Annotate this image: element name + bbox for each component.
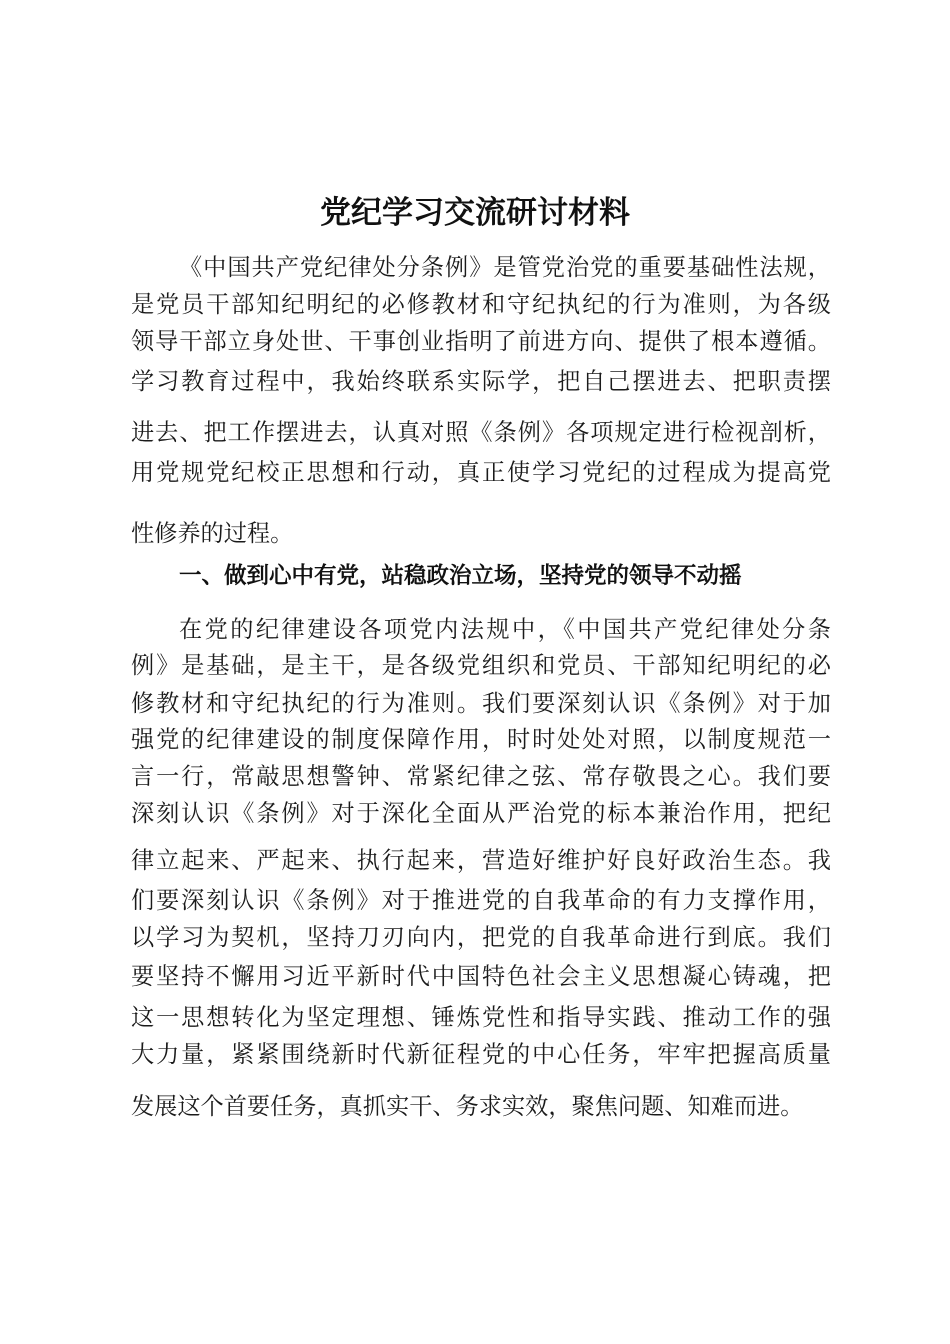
section-line: 以学习为契机，坚持刀刃向内，把党的自我革命进行到底。我们 [131,924,831,951]
section-line: 律立起来、严起来、执行起来，营造好维护好良好政治生态。我 [131,847,831,874]
section-line: 修教材和守纪执纪的行为准则。我们要深刻认识《条例》对于加 [131,690,831,717]
section-line: 这一思想转化为坚定理想、锤炼党性和指导实践、推动工作的强 [131,1004,831,1031]
section-line: 强党的纪律建设的制度保障作用，时时处处对照，以制度规范一 [131,726,831,753]
section-line: 例》是基础，是主干，是各级党组织和党员、干部知纪明纪的必 [131,652,831,679]
intro-line: 性修养的过程。 [131,520,294,547]
section-line: 深刻认识《条例》对于深化全面从严治党的标本兼治作用，把纪 [131,800,831,827]
section-line: 发展这个首要任务，真抓实干、务求实效，聚焦问题、知难而进。 [131,1093,804,1120]
section-line: 大力量，紧紧围绕新时代新征程党的中心任务，牢牢把握高质量 [131,1041,831,1068]
intro-line: 领导干部立身处世、干事创业指明了前进方向、提供了根本遵循。 [131,328,831,355]
intro-line: 是党员干部知纪明纪的必修教材和守纪执纪的行为准则，为各级 [131,291,831,318]
section-line: 言一行，常敲思想警钟、常紧纪律之弦、常存敬畏之心。我们要 [131,763,831,790]
section-heading: 一、做到心中有党，站稳政治立场，坚持党的领导不动摇 [179,563,742,589]
section-line: 要坚持不懈用习近平新时代中国特色社会主义思想凝心铸魂，把 [131,963,831,990]
section-line: 们要深刻认识《条例》对于推进党的自我革命的有力支撑作用， [131,887,831,914]
intro-line: 进去、把工作摆进去，认真对照《条例》各项规定进行检视剖析， [131,419,831,446]
intro-line: 用党规党纪校正思想和行动，真正使学习党纪的过程成为提高党 [131,459,831,486]
intro-line: 《中国共产党纪律处分条例》是管党治党的重要基础性法规， [179,254,831,281]
document-title: 党纪学习交流研讨材料 [320,195,630,231]
section-line: 在党的纪律建设各项党内法规中，《中国共产党纪律处分条 [179,616,831,643]
intro-line: 学习教育过程中，我始终联系实际学，把自己摆进去、把职责摆 [131,368,831,395]
